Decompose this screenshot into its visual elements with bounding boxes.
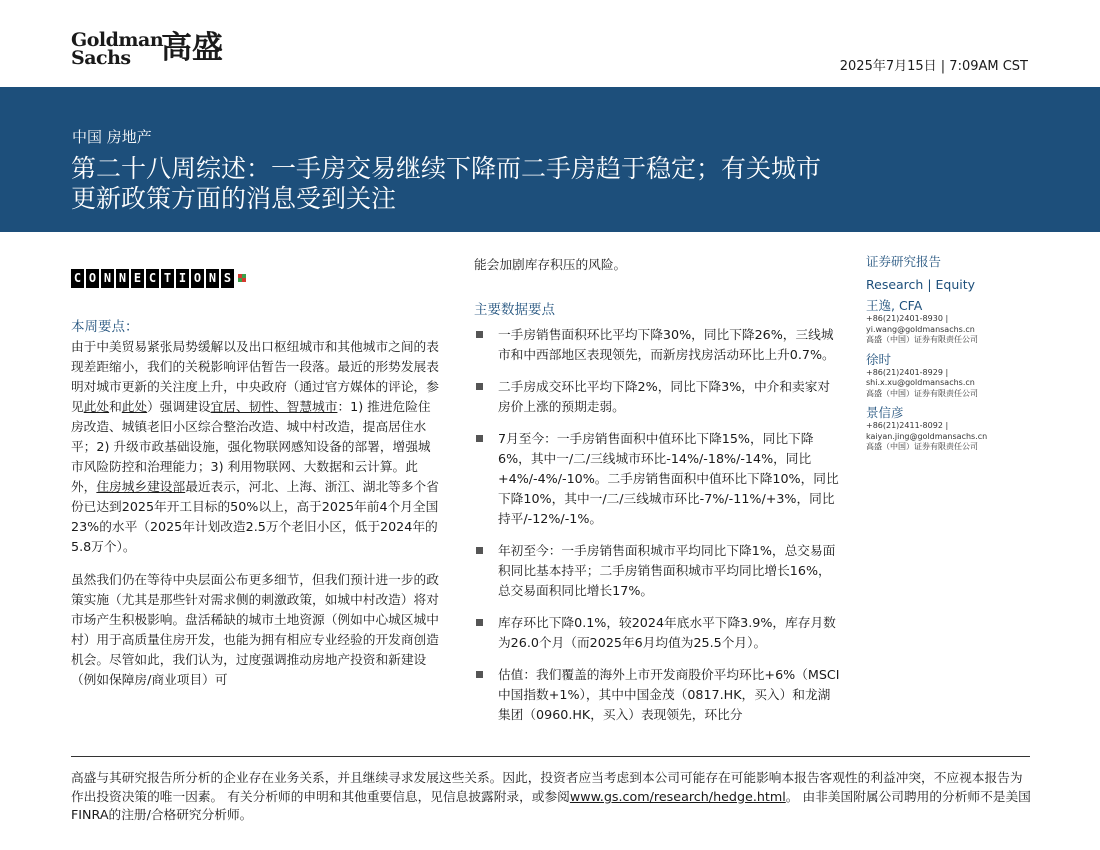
equity-label: Equity [935,277,976,292]
connections-letter: T [161,269,174,288]
disclosure-link[interactable]: www.gs.com/research/hedge.html [569,788,786,804]
connections-letter: S [221,269,234,288]
right-column [866,252,1036,456]
connections-letter: O [86,269,99,288]
key-points-paragraph-2: 虽然我们仍在等待中央层面公布更多细节，但我们预计进一步的政策实施（尤其是那些针对需求侧的刺激政策，如城中村改造）将对市场产生积极影响。盘活稀缺的城市土地资源（例如中心城区城中村）用于高质量住房开发，也能为拥有相应专业经验的开发商创造机会。尽管如此，我们认为，过度强调推动房地产投资和新建设（例如保障房/商业项目）可 [71,572,439,687]
connections-letter: N [206,269,219,288]
text-span: ）强调建设 [147,399,211,414]
data-highlight-item [474,541,842,601]
goldman-sachs-logo [71,29,164,69]
data-highlight-item [474,325,842,365]
data-highlight-text: 年初至今：一手房销售面积城市平均同比下降1%，总交易面积同比基本持平；二手房销售面积城市平均同比增长16%，总交易面积同比增长17%。 [498,543,836,598]
author-name: 王逸, CFA [866,298,923,313]
data-highlight-text: 库存环比下降0.1%，较2024年底水平下降3.9%，库存月数为26.0个月（而2025年6月均值为25.5个月）。 [498,615,836,650]
author-firm: 高盛（中国）证券有限责任公司 [866,388,978,398]
square-bullet-icon [476,671,483,678]
data-highlights-heading: 主要数据要点 [474,302,555,318]
key-points-heading: 本周要点： [71,319,139,335]
square-bullet-icon [476,435,483,442]
author-block [866,403,1036,453]
connections-letter: C [146,269,159,288]
title-line-1: 第二十八周综述：一手房交易继续下降而二手房趋于稳定；有关城市 [71,154,822,183]
square-bullet-icon [476,619,483,626]
author-phone: +86(21)2411-8092 | [866,421,949,430]
data-highlight-text: 7月至今：一手房销售面积中值环比下降15%，同比下降6%，其中一/二/三线城市环比-14%/-18%/-14%，同比+4%/-4%/-10%。二手房销售面积中值环比下降10%，同比下降10%，其中一/二/三线城市环比-7%/-11%/+3%，同比持平/-12%/-1%。 [498,431,839,526]
sector-label: 中国 房地产 [72,128,152,146]
data-highlight-item [474,377,842,417]
author-email[interactable]: kaiyan.jing@goldmansachs.cn [866,431,988,441]
footer-divider [71,756,1030,757]
report-type: 证券研究报告 [866,254,942,269]
author-list [866,296,1036,453]
author-block [866,350,1036,400]
link-housing-ministry[interactable]: 住房城乡建设部 [96,479,186,494]
author-phone: +86(21)2401-8929 | [866,367,949,377]
report-date: 2025年7月15日 | 7:09AM CST [839,59,1028,74]
connections-letter: C [71,269,84,288]
square-bullet-icon [476,331,483,338]
data-highlight-item [474,613,842,653]
connections-letter: N [101,269,114,288]
author-block [866,296,1036,346]
disclaimer-footer [71,769,1031,825]
key-points-paragraph-1 [71,337,441,557]
author-email[interactable]: shi.x.xu@goldmansachs.cn [866,378,975,387]
data-highlights-list [474,325,842,725]
data-highlight-text: 估值：我们覆盖的海外上市开发商股价平均环比+6%（MSCI中国指数+1%），其中中国金茂（0817.HK，买入）和龙湖集团（0960.HK，买入）表现领先，环比分 [498,667,840,722]
logo-line-2: Sachs [71,47,131,69]
connections-letter: I [176,269,189,288]
logo-chinese: 高盛 [161,30,223,66]
connections-letter: E [131,269,144,288]
link-here-2[interactable]: 此处 [121,399,148,414]
author-name: 徐时 [866,351,892,367]
connections-badge [71,268,247,288]
link-smart-city[interactable]: 宜居、韧性、智慧城市 [210,399,338,414]
data-highlight-text: 二手房成交环比平均下降2%，同比下降3%，中介和卖家对房价上涨的预期走弱。 [498,379,831,414]
continuation-text: 能会加剧库存积压的风险。 [474,257,627,272]
separator: | [927,277,932,292]
research-category [866,277,1036,292]
connections-letter: N [116,269,129,288]
logo-line-1: Goldman [71,29,164,51]
text-span: 由于中美贸易紧张局势缓解以及出口枢纽城市和其他城市之间的表现差距缩小，我们的关税影响评估暂告一段落。最近的形势发展表明对城市更新的关注度上升，中央政府（通过官方媒体的评论，参见 [71,339,439,414]
text-span: 。 由非美国附属公司聘用的分析师不是美国FINRA的注册/合格研究分析师。 [71,788,1031,822]
left-column [71,317,441,703]
author-firm: 高盛（中国）证券有限责任公司 [866,442,978,451]
research-label: Research [866,277,924,292]
text-span: 最近表示，河北、上海、浙江、湖北等多个省份已达到2025年开工目标的50%以上，高于2025年前4个月全国23%的水平（2025年计划改造2.5万个老旧小区，低于2024年的5.8万个）。 [71,479,439,554]
title-line-2: 更新政策方面的消息受到关注 [71,184,397,213]
square-bullet-icon [476,547,483,554]
report-title [71,154,971,214]
data-highlight-text: 一手房销售面积环比平均下降30%，同比下降26%，三线城市和中西部地区表现领先，而新房找房活动环比上升0.7%。 [498,327,835,362]
connections-dot-icon [238,274,247,283]
middle-column [474,255,842,737]
square-bullet-icon [476,383,483,390]
author-name: 景信彦 [866,405,904,420]
connections-letter: O [191,269,204,288]
text-span: 和 [109,399,122,414]
author-firm: 高盛（中国）证券有限责任公司 [866,335,978,344]
text-span: 高盛与其研究报告所分析的企业存在业务关系，并且继续寻求发展这些关系。因此，投资者应当考虑到本公司可能存在可能影响本报告客观性的利益冲突，不应视本报告为作出投资决策的唯一因素。 有关分析师的申明和其他重要信息，见信息披露附录，或参阅 [71,770,1023,804]
data-highlight-item [474,665,842,725]
link-here-1[interactable]: 此处 [83,399,110,414]
text-span: ：1) 推进危险住房改造、城镇老旧小区综合整治改造、城中村改造，提高居住水平；2) 升级市政基础设施，强化物联网感知设备的部署，增强城市风险防控和治理能力；3) 利用物联网、大数据和云计算。此外， [71,399,431,494]
data-highlight-item [474,429,842,529]
author-email[interactable]: yi.wang@goldmansachs.cn [866,324,975,334]
author-phone: +86(21)2401-8930 | [866,314,949,323]
